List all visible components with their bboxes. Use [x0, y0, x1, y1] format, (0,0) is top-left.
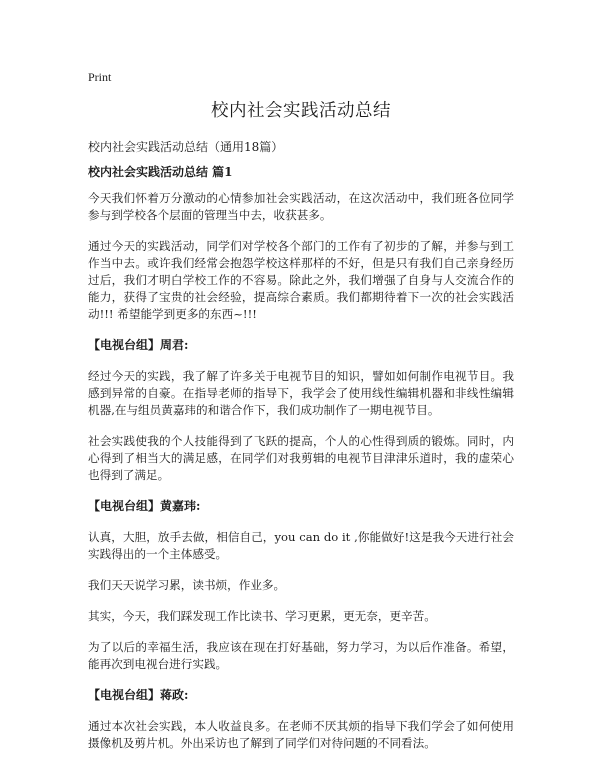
paragraph-huang-3: 其实，今天，我们踩发现工作比读书、学习更累，更无奈，更辛苦。: [88, 609, 436, 623]
paragraph-jiang-1: 通过本次社会实践，本人收益良多。在老师不厌其烦的指导下我们学会了如何使用摄像机及剪片机。外出采访也了解到了同学们对待问题的不同看法。: [88, 719, 514, 750]
paragraph-huang-2: 我们天天说学习累，读书烦，作业多。: [88, 578, 286, 592]
group-heading-jiang: 【电视台组】蒋政:: [88, 688, 189, 702]
paragraph-summary: 通过今天的实践活动，同学们对学校各个部门的工作有了初步的了解，并参与到工作当中去。或许我们经常会抱怨学校这样那样的不好，但是只有我们自己亲身经历过后，我们才明白学校工作的不容易。除此之外，我们增强了自身与人交流合作的能力，获得了宝贵的社会经验，提高综合素质。我们都期待着下一次的社会实践活动!!! 希望能学到更多的东西~!!!: [88, 239, 514, 321]
group-heading-zhou: 【电视台组】周君:: [88, 338, 189, 352]
paragraph-huang-4: 为了以后的幸福生活，我应该在现在打好基础，努力学习，为以后作准备。希望，能再次到电视台进行实践。: [88, 640, 514, 671]
section-title: 校内社会实践活动总结 篇1: [88, 165, 233, 179]
print-link[interactable]: Print: [88, 70, 112, 84]
paragraph-zhou-1: 经过今天的实践，我了解了许多关于电视节目的知识，譬如如何制作电视节目。我感到异常的自豪。在指导老师的指导下，我学会了使用线性编辑机器和非线性编辑机器,在与组员黄嘉玮的和谐合作下，我们成功制作了一期电视节目。: [88, 369, 514, 417]
paragraph-huang-1: 认真，大胆，放手去做，相信自己，you can do it ,你能做好!这是我今天进行社会实践得出的一个主体感受。: [88, 530, 514, 561]
paragraph-zhou-2: 社会实践使我的个人技能得到了飞跃的提高，个人的心性得到质的锻炼。同时，内心得到了相当大的满足感，在同学们对我剪辑的电视节目津津乐道时，我的虚荣心也得到了满足。: [88, 434, 514, 482]
document-page: [88, 66, 514, 752]
document-subtitle: 校内社会实践活动总结（通用18篇）: [88, 140, 284, 154]
document-title: 校内社会实践活动总结: [211, 101, 391, 121]
group-heading-huang: 【电视台组】黄嘉玮:: [88, 499, 201, 513]
paragraph-intro: 今天我们怀着万分激动的心情参加社会实践活动，在这次活动中，我们班各位同学参与到学校各个层面的管理当中去，收获甚多。: [88, 191, 514, 222]
